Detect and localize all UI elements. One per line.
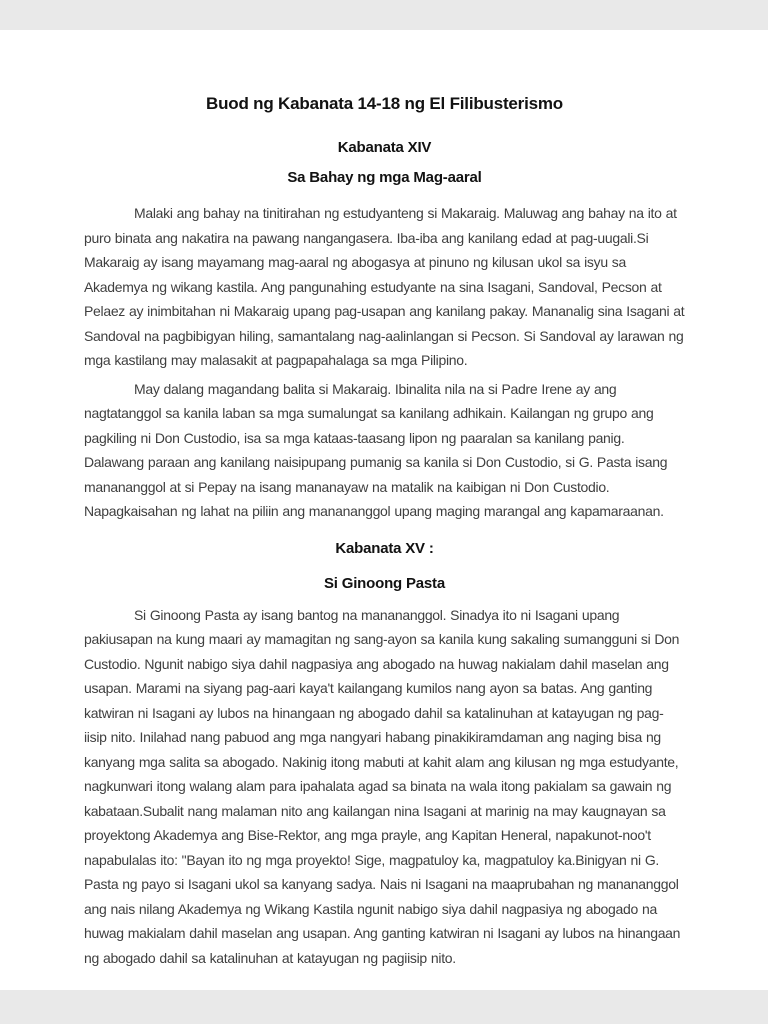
viewer-letterbox-bottom	[0, 990, 768, 1024]
paragraph-1: Malaki ang bahay na tinitirahan ng estudyanteng si Makaraig. Maluwag ang bahay na ito at puro binata ang nakatira na pawang nangangasera. Iba-iba ang kanilang edad at pag-uugali.Si Makaraig ay isang mayamang mag-aaral ng abogasya at pinuno ng kilusan ukol sa isyu sa Akademya ng wikang kastila. Ang pangunahing estudyante na sina Isagani, Sandoval, Pecson at Pelaez ay inimbitahan ni Makaraig upang pag-usapan ang kanilang pakay. Mananalig sina Isagani at Sandoval na pagbibigyan hiling, samantalang nag-aalinlangan si Pecson. Si Sandoval ay larawan ng mga kastilang may malasakit at pagpapahalaga sa mga Pilipino.	[84, 205, 685, 368]
chapter-heading-xiv: Kabanata XIV	[337, 139, 432, 156]
viewer-letterbox-top	[0, 0, 768, 30]
document-title: Buod ng Kabanata 14-18 ng El Filibusterismo	[206, 94, 563, 113]
chapter-heading-xv: Kabanata XV :	[335, 539, 434, 557]
chapter-subheading-xiv: Sa Bahay ng mga Mag-aaral	[287, 169, 482, 186]
paragraph-3: Si Ginoong Pasta ay isang bantog na manananggol. Sinadya ito ni Isagani upang pakiusapan na kung maari ay mamagitan ng sang-ayon sa kanila kung sakaling sumangguni si Don Custodio. Ngunit nabigo siya dahil nagpasiya ang abogado na huwag nakialam dahil maselan ang usapan. Marami na siyang pag-aari kaya't kailangang kumilos nang ayon sa batas. Ang ganting katwiran ni Isagani ay lubos na hinangaan ng abogado dahil sa katalinuhan at katayugan ng pag-iisip nito. Inilahad nang pabuod ang mga nangyari habang pinakikiramdaman ang naging bisa ng kanyang mga salita sa abogado. Nakinig itong mabuti at kahit alam ang kilusan ng mga estudyante, nagkunwari itong walang alam para ipahalata agad sa binata na wala itong pakialam sa gawain ng kabataan.Subalit nang malaman nito ang kailangan nina Isagani at marinig na may kaugnayan sa proyektong Akademya ang Bise-Rektor, ang mga prayle, ang Kapitan Heneral, napakunot-noo't napabulalas ito: "Bayan ito ng mga proyekto! Sige, magpatuloy ka, magpatuloy ka.Binigyan ni G. Pasta ng payo si Isagani ukol sa kanyang sadya. Nais ni Isagani na maaprubahan ng manananggol ang nais nilang Akademya ng Wikang Kastila ngunit nabigo siya dahil nagpasiya ng abogado na huwag makialam dahil maselan ang usapan. Ang ganting katwiran ni Isagani ay lubos na hinangaan ng abogado dahil sa katalinuhan at katayugan ng pagiisip nito.	[84, 606, 681, 966]
document-page	[0, 30, 768, 990]
paragraph-2: May dalang magandang balita si Makaraig. Ibinalita nila na si Padre Irene ay ang nagtatanggol sa kanila laban sa mga sumalungat sa kanilang adhikain. Kailangan ng grupo ang pagkiling ni Don Custodio, isa sa mga kataas-taasang lipon ng paaralan sa kanilang panig. Dalawang paraan ang kanilang naisipupang pumanig sa kanila si Don Custodio, si G. Pasta isang manananggol at si Pepay na isang mananayaw na matalik na kaibigan ni Don Custodio. Napagkaisahan ng lahat na piliin ang manananggol upang maging marangal ang kapamaraanan.	[84, 380, 668, 519]
chapter-subheading-xv: Si Ginoong Pasta	[324, 574, 445, 592]
